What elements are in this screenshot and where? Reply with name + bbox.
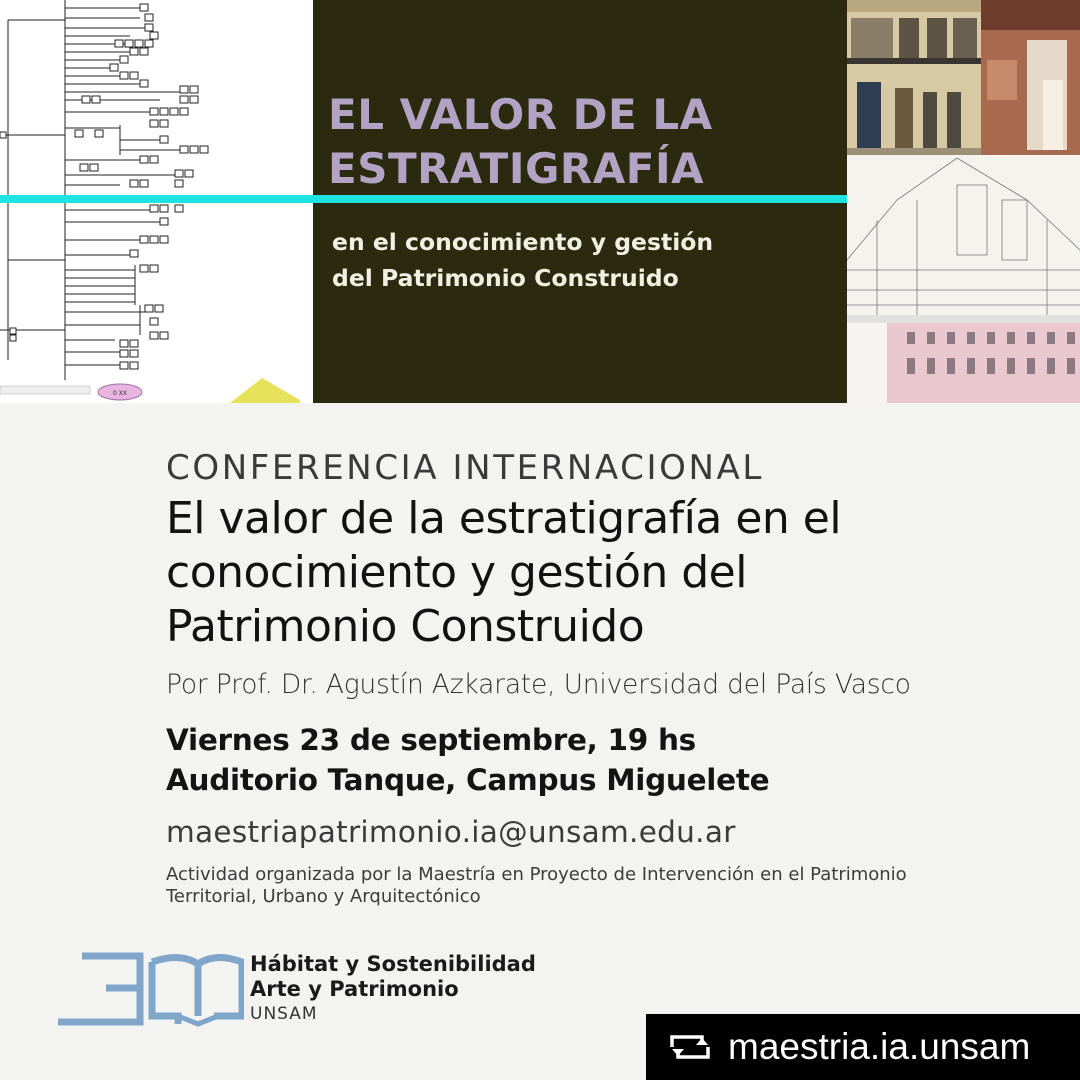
repost-icon: [666, 1029, 714, 1065]
event-kicker: CONFERENCIA INTERNACIONAL: [166, 448, 764, 488]
event-speaker: Por Prof. Dr. Agustín Azkarate, Universidad del País Vasco: [166, 669, 911, 700]
event-title-line: El valor de la estratigrafía en el: [166, 493, 842, 544]
banner-subtitle-line: del Patrimonio Construido: [332, 264, 679, 292]
logo-line-arte: Arte y Patrimonio: [250, 977, 459, 1001]
event-details: [166, 446, 1066, 908]
banner-accent-line: [0, 195, 847, 203]
organizer-line: Territorial, Urbano y Arquitectónico: [166, 886, 481, 907]
event-title: [166, 492, 1066, 654]
repost-badge[interactable]: [646, 1014, 1080, 1080]
organizer-note: [166, 864, 1046, 908]
event-date: Viernes 23 de septiembre, 19 hs: [166, 723, 696, 757]
repost-handle[interactable]: maestria.ia.unsam: [728, 1026, 1031, 1067]
banner-subtitle-line: en el conocimiento y gestión: [332, 228, 714, 256]
logo-wordmark: [250, 952, 536, 1026]
banner-title-line: ESTRATIGRAFÍA: [328, 144, 705, 193]
diagram-node-label: 0 XX: [113, 390, 127, 397]
building-photos-image: [847, 0, 1080, 403]
header-banner: [0, 0, 1080, 403]
banner-title: [328, 88, 713, 196]
organizer-line: Actividad organizada por la Maestría en Proyecto de Intervención en el Patrimonio: [166, 864, 907, 885]
unsam-logo: [54, 950, 574, 1030]
event-title-line: conocimiento y gestión del: [166, 547, 747, 598]
contact-email[interactable]: maestriapatrimonio.ia@unsam.edu.ar: [166, 815, 736, 849]
heritage-photos-collage: [847, 0, 1080, 403]
logo-line-habitat: Hábitat y Sostenibilidad: [250, 952, 536, 976]
logo-line-unsam: UNSAM: [250, 1004, 318, 1024]
3d-book-logo-icon: [54, 950, 244, 1030]
event-location: Auditorio Tanque, Campus Miguelete: [166, 763, 770, 797]
event-title-line: Patrimonio Construido: [166, 601, 645, 652]
banner-subtitle: [332, 224, 713, 296]
event-date-location: [166, 720, 1066, 800]
banner-title-line: EL VALOR DE LA: [328, 90, 713, 139]
